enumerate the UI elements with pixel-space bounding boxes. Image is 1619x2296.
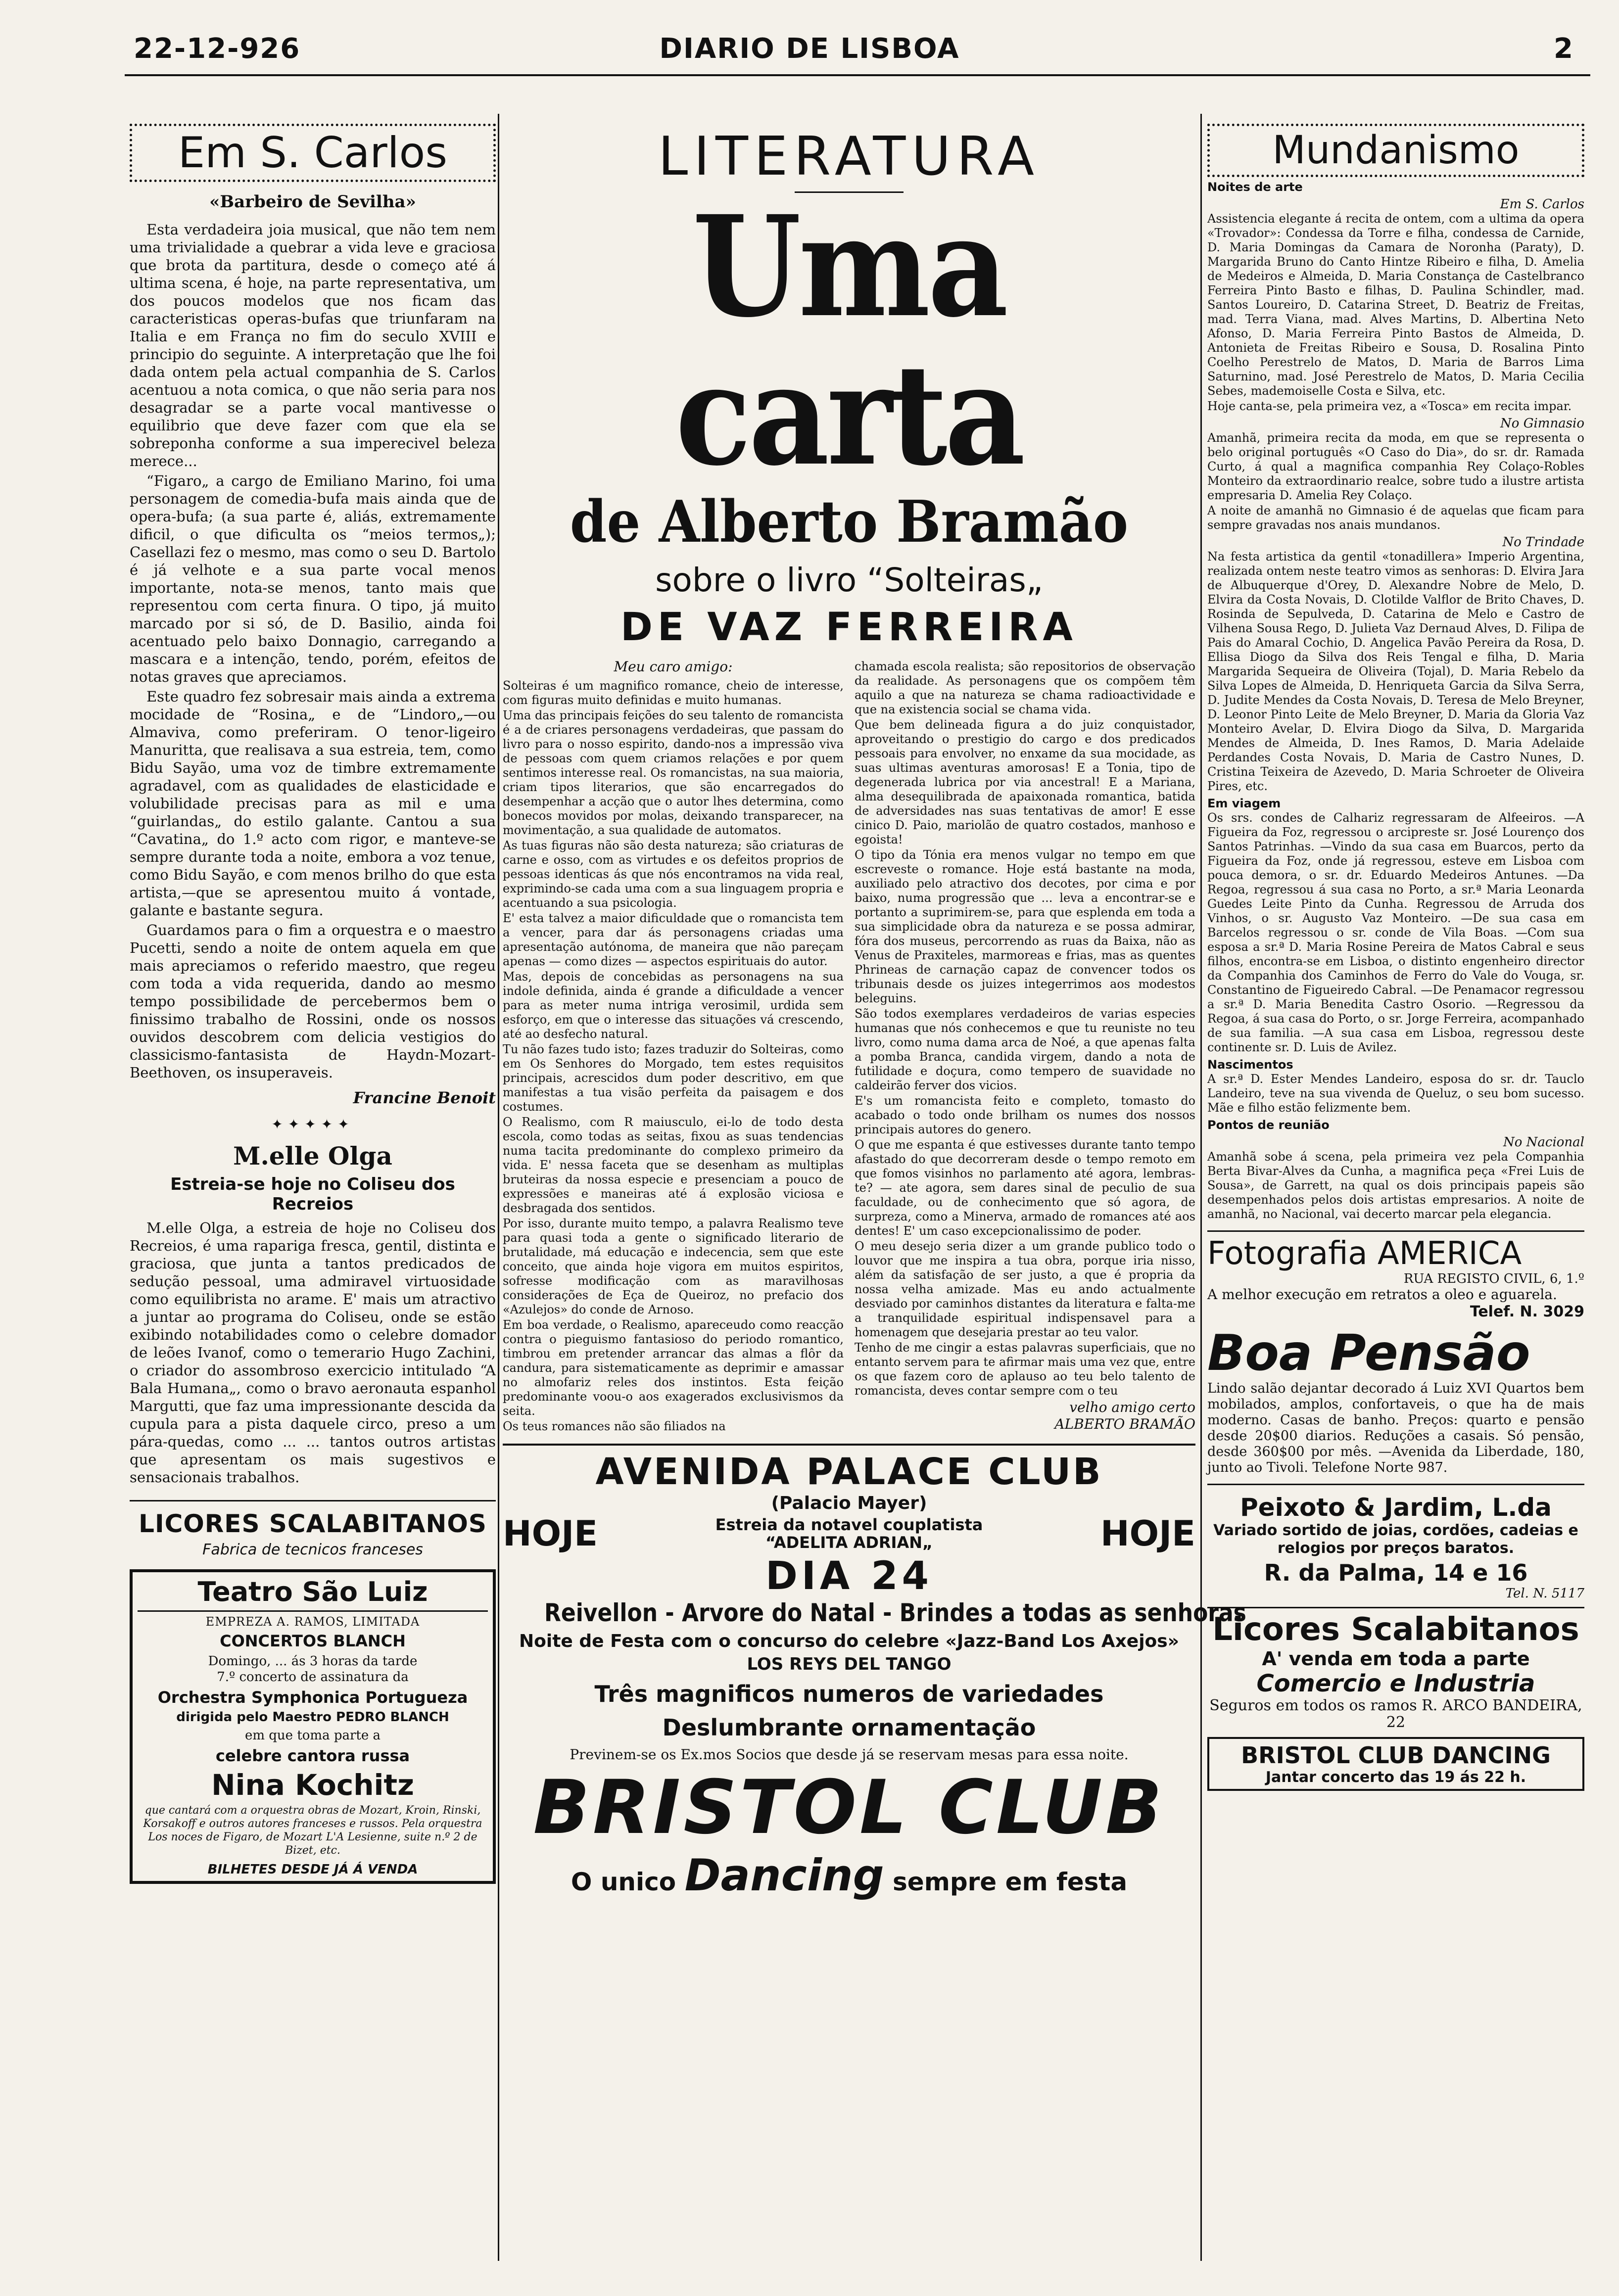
ad-noite: Noite de Festa com o concurso do celebre «Jazz-Band Los Axejos» — [519, 1631, 1179, 1651]
ad-singer-intro: celebre cantora russa — [215, 1746, 410, 1765]
section-label-literatura: LITERATURA — [658, 126, 1040, 187]
ad-orchestra: Orchestra Symphonica Portugueza — [157, 1688, 468, 1707]
subhead-book: sobre o livro “Solteiras„ — [655, 561, 1043, 599]
ad-hoje-row — [503, 1513, 1195, 1554]
paragraph: O meu desejo seria dizer a um grande publico todo o louvor que me inspira a tua obra, porque iria nisso, além da satisfação de ser justo, a que é propria da nossa velha amizade. Mas eu ando actualmente desviado por caminhos distantes da literatura e falta-me a tranquilidade espiritual indispensavel para a homenagem que desejaria prestar ao teu valor. — [855, 1239, 1195, 1339]
tagline-post: sempre em festa — [893, 1868, 1128, 1896]
ad-teatro-sao-luiz — [130, 1569, 496, 1884]
paragraph: São todos exemplares verdadeiros de varias especies humanas que nós conhecemos e que tu reuniste no teu livro, como numa dama arca de Noé, a que apenas falta a pomba Branca, candida virgem, dando a nota de futilidade e doçura, como tempero de suavidade no caldeirão ferver dos vicios. — [855, 1007, 1195, 1092]
signature-line: velho amigo certo — [1069, 1399, 1195, 1415]
subsection-head: Nascimentos — [1207, 1058, 1293, 1072]
paragraph: Tu não fazes tudo isto; fazes traduzir do Solteiras, como em Os Senhores do Morgado, tem estes requisitos principais, acrescidos dum poder descritivo, em que manifestas a tua visão perfeita da paisagem e dos costumes. — [503, 1042, 844, 1114]
ad-title: Peixoto & Jardim, L.da — [1240, 1493, 1552, 1522]
paragraph: Solteiras é um magnifico romance, cheio de interesse, com figuras muito definidas e muito humanas. — [503, 679, 844, 707]
letter-column — [855, 659, 1195, 1435]
ad-line: 7.º concerto de assinatura da — [217, 1670, 409, 1685]
ad-peixoto-jardim — [1207, 1484, 1584, 1601]
ad-notice: Previnem-se os Ex.mos Socios que desde já se reservam mesas para essa noite. — [570, 1746, 1129, 1763]
ad-bristol-club-dancing — [1207, 1737, 1584, 1791]
ad-title: AVENIDA PALACE CLUB — [595, 1451, 1103, 1493]
paragraph: M.elle Olga, a estreia de hoje no Coliseu dos Recreios, é uma rapariga fresca, gentil, distinta e graciosa, que junta a tantos predicados de sedução pessoal, uma admiravel virtuosidade como equilibrista no arame. E' mais um atractivo a juntar ao programa do Coliseu, onde se estão exibindo notabilidades como o celebre domador de leões Ivanof, como o temerario Hugo Zachini, o criador do assombroso exercicio intitulado “A Bala Humana„, como o bravo aeronauta espanhol Margutti, que faz uma impressionante descida da cupula para a pista daquele circo, preso a um pára-quedas, como ... ... tantos outros artistas que apresentam os mais sugestivos e sensacionais trabalhos. — [130, 1219, 496, 1486]
subhead-author: de Alberto Bramão — [570, 488, 1129, 556]
headline: Uma carta — [675, 186, 1023, 497]
ad-sub: A' venda em toda a parte — [1262, 1648, 1530, 1670]
paragraph: O Realismo, com R maiusculo, ei-lo de todo desta escola, como todas as seitas, fixou as suas tendencias numa tacita predominante do complexo primeiro da vida. E' nessa faceta que se desenham as multiplas bruteiras da nossa especie e presenciam a pouco de expressões e maneiras até á explosão viciosa e desbragada dos sentidos. — [503, 1115, 844, 1215]
ad-bristol-club-title: BRISTOL CLUB — [533, 1765, 1165, 1851]
ad-line: em que toma parte a — [244, 1728, 381, 1743]
ad-reys: LOS REYS DEL TANGO — [747, 1654, 952, 1674]
ad-phone: Telef. N. 3029 — [1470, 1303, 1584, 1320]
paragraph: Tenho de me cingir a estas palavras superficiais, que no entanto servem para te afirmar mais uma vez que, entre os que fazem coro de aplauso ao teu belo talento de romancista, deves contar sempre com o teu — [855, 1341, 1195, 1398]
venue-head: Em S. Carlos — [1500, 197, 1584, 212]
letter-body — [503, 659, 1195, 1435]
ad-desc: Seguros em todos os ramos R. ARCO BANDEIRA, 22 — [1209, 1697, 1582, 1731]
ad-boa-pensao-title: Boa Pensão — [1207, 1324, 1530, 1382]
paragraph: Guardamos para o fim a orquestra e o maestro Pucetti, sendo a noite de ontem aquela em que mais apreciamos o referido maestro, que regeu com toda a vida requerida, dando ao mesmo tempo possibilidade de percebermos bem o finissimo trabalho de Rossini, onde os nossos ouvidos descobrem com delicia vestigios do classicismo-fantasista de Haydn-Mozart-Beethoven, os insuperaveis. — [130, 922, 496, 1081]
ad-date: DIA 24 — [765, 1554, 933, 1598]
paragraph: E' esta talvez a maior dificuldade que o romancista tem a vencer, para dar ás personagens criadas uma apresentação autónoma, de maneira que não pareçam apenas — como dizes — aspectos espirituais do autor. — [503, 911, 844, 968]
divider — [1207, 1484, 1584, 1485]
page-number: 2 — [1554, 33, 1574, 65]
subsection-head: Noites de arte — [1207, 180, 1303, 194]
article-title-barbeiro: «Barbeiro de Sevilha» — [209, 192, 416, 212]
right-column — [1207, 124, 1584, 1791]
ornament-separator: ✦✦✦✦✦ — [271, 1116, 354, 1132]
ad-title: LICORES SCALABITANOS — [139, 1509, 487, 1538]
ad-desc: Jantar concerto das 19 ás 22 h. — [1265, 1769, 1526, 1786]
ad-boa-pensao-desc: Lindo salão dejantar decorado á Luiz XVI Quartos bem mobilados, amplos, confortaveis, o que ha de mais moderno. Casas de banho. Preços: quarto e pensão desde 20$00 diarios. Reduções a casais. Só pensão, desde 360$00 por mês. —Avenida da Liberdade, 180, junto ao Tivoli. Telefone Norte 987. — [1207, 1381, 1584, 1475]
ad-footer: BILHETES DESDE JÁ Á VENDA — [207, 1862, 418, 1877]
paragraph: Uma das principais feições do seu talento de romancista é a de criares personagens verdadeiras, que passam do livro para o nosso espirito, dando-nos a impressão viva de pessoas com quem criamos relações e por quem sentimos interesse real. Os romancistas, na sua maioria, criam tipos literarios, que são encarregados do desempenhar a acção que o autor lhes determina, como bonecos movidos por molas, deixando transparecer, na movimentação, a sua qualidade de automatos. — [503, 708, 844, 837]
ad-estreia: Estreia da notavel couplatista — [715, 1515, 983, 1534]
paragraph: Esta verdadeira joia musical, que não tem nem uma trivialidade a quebrar a vida leve e graciosa que brota da partitura, desde o começo até á ultima scena, é hoje, na parte representativa, um dos poucos modelos que nos ficam das caracteristicas operas-bufas que triunfaram na Italia e em França no fim do seculo XVIII e principio do seguinte. A interpretação que lhe foi dada ontem pela actual companhia de S. Carlos acentuou a nota comica, o que não seria para nos desagradar se a parte vocal mantivesse o equilibrio que deve fazer com que ela se sobreponha conforme a sua imperecivel beleza merece... — [130, 221, 496, 469]
divider — [130, 1500, 496, 1501]
ad-reveillon: Reivellon - Arvore do Natal - Brindes a todas as senhoras — [544, 1598, 1246, 1627]
paragraph: Por isso, durante muito tempo, a palavra Realismo teve para quasi toda a gente o significado literario de brutalidade, má educação e indecencia, sem que este conceito, que ainda hoje vigora em muitos espiritos, sofresse modificação com as maravilhosas considerações de Eça de Queiroz, no prefacio dos «Azulejos» do conde de Arnoso. — [503, 1217, 844, 1316]
article-body-olga — [130, 1219, 496, 1486]
paragraph: Os srs. condes de Calhariz regressaram de Alfeeiros. —A Figueira da Foz, regressou o arcipreste sr. José Lourenço dos Santos Patrinhas. —Vindo da sua casa em Buarcos, perto da Figueira da Foz, onde já regressou, esteve em Lisboa com pouca demora, o sr. dr. Eduardo Medeiros Antunes. —Da Regoa, regressou á sua casa no Porto, a sr.ª Maria Leonarda Guedes Leite Pinto da Cunha. Regressou de Arruda dos Vinhos, o sr. Augusto Vaz Monteiro. —De sua casa em Barcelos regressou o sr. conde de Vila Boas. —Com sua esposa a sr.ª D. Maria Rosine Pereira de Matos Cabral e seus filhos, encontra-se em Lisboa, o distinto engenheiro director da Companhia dos Caminhos de Ferro do Vale do Vouga, sr. Constantino de Figueiredo Cabral. —De Penamacor regressou a sr.ª D. Maria Benedita Castro Osorio. —Regressou da Regoa, á sua casa do Porto, o sr. Jorge Ferreira, acompanhado de sua familia. —A sua casa em Lisboa, regressou deste continente sr. D. Luis de Avilez. — [1207, 811, 1584, 1054]
paragraph: O que me espanta é que estivesses durante tanto tempo afastado do que decorreram desde o tempo remoto em que fomos visinhos no parlamento até agora, lembras-te? — ate agora, sem dares sinal de peculio de sua faculdade, ou de conhecimento que só agora, de surpreza, como a Minerva, armado de romances até aos dentes! E' um caso excepcionalissimo de poder. — [855, 1138, 1195, 1238]
ad-address: RUA REGISTO CIVIL, 6, 1.º — [1403, 1271, 1584, 1286]
paragraph: A noite de amanhã no Gimnasio é de aquelas que ficam para sempre gravadas nos anais mundanos. — [1207, 504, 1584, 532]
ad-desc: A melhor execução em retratos a oleo e aguarela. — [1207, 1286, 1557, 1303]
venue-head: No Gimnasio — [1500, 416, 1584, 431]
salutation: Meu caro amigo: — [614, 658, 733, 675]
paragraph: O tipo da Tónia era menos vulgar no tempo em que escreveste o romance. Hoje está bastante na moda, auxiliado pelo atractivo dos decotes, por cima e por baixo, numa progressão que ... leva a encontrar-se e portanto a suprimirem-se, para que esplenda em toda a sua simplicidade obra da natureza e se possa admirar, fóra dos museus, percorrendo as ruas da Baixa, não as Venus de Praxiteles, marmoreas e frias, mas as quentes Phrineas de carnação capaz de convencer todos os tribunais desde os juizes integerrimos aos modestos beleguins. — [855, 848, 1195, 1005]
column-divider — [498, 114, 499, 2261]
ad-phone: Tel. N. 5117 — [1505, 1586, 1584, 1601]
newspaper-title: DIARIO DE LISBOA — [659, 33, 960, 65]
ad-address: R. da Palma, 14 e 16 — [1264, 1559, 1528, 1586]
paragraph: Os teus romances não são filiados na — [503, 1419, 726, 1433]
paragraph: Amanhã, primeira recita da moda, em que se representa o belo original português «O Caso do Dia», do sr. dr. Ramada Curto, á qual a magnifica companhia Rey Colaço-Robles Monteiro da extraordinario realce, sobre tudo a ilustre artista empresaria D. Amelia Rey Colaço. — [1207, 431, 1584, 502]
paragraph: Que bem delineada figura a do juiz conquistador, aproveitando o prestigio do cargo e dos predicados pessoais para envolver, no enxame da sua mocidade, as suas ultimas aventuras amorosas! E a Tonia, tipo de degenerada lubrica por via ancestral! E a Mariana, alma desequilibrada de apaixonada romantica, batida de adversidades nas suas tentativas de amor! E esse cinico D. Paio, mariolão de quatro costados, manhoso e egoista! — [855, 718, 1195, 846]
ad-company: EMPREZA A. RAMOS, LIMITADA — [205, 1615, 420, 1629]
ad-desc: Variado sortido de joias, cordões, cadeias e relogios por preços baratos. — [1213, 1522, 1578, 1557]
paragraph: Em boa verdade, o Realismo, apareceudo como reacção contra o pieguismo fantasioso do periodo romantico, timbrou em pretender arrancar das almas a flôr da candura, para sistematicamente as deprimir e amassar no almofariz reles dos instintos. Esta feição predominante voou-o aos exagerados exclusivismos da seita. — [503, 1318, 844, 1418]
venue-head: No Trindade — [1502, 535, 1584, 550]
paragraph: A sr.ª D. Ester Mendes Landeiro, esposa do sr. dr. Tauclo Landeiro, teve na sua vivenda de Queluz, o seu bom sucesso. Mãe e filho estão felizmente bem. — [1207, 1072, 1584, 1115]
signature-name: ALBERTO BRAMÃO — [1054, 1416, 1195, 1432]
ad-line: Domingo, ... ás 3 horas da tarde — [208, 1654, 418, 1669]
ad-estreia-block — [715, 1516, 983, 1551]
ad-bristol-tagline — [503, 1850, 1195, 1901]
paragraph: “Figaro„ a cargo de Emiliano Marino, foi uma personagem de comedia-bufa mais ainda que de opera-bufa; (a sua parte é, aliás, extremamente dificil, o que dificulta os “meios termos„); Casellazi fez o mesmo, mas como o seu D. Bartolo é já velhote e a sua parte vocal menos importante, nota-se menos, tanto mais que representou com certa finura. O tipo, já muito marcado por si só, de D. Basilio, ainda foi acentuado pelo baixo Donnagio, carregando a mascara e a intenção, tendo, porém, efeitos de notas graves que apreciamos. — [130, 472, 496, 685]
ad-director: dirigida pelo Maestro PEDRO BLANCH — [176, 1710, 449, 1725]
ad-fotografia-america — [1207, 1230, 1584, 1320]
masthead — [0, 0, 1619, 99]
ad-singer: Nina Kochitz — [211, 1768, 414, 1802]
ad-subtitle: (Palacio Mayer) — [771, 1493, 927, 1513]
ad-title: Licores Scalabitanos — [1212, 1611, 1579, 1648]
ad-avenida-palace-club — [503, 1444, 1246, 1763]
subhead-book-author: DE VAZ FERREIRA — [620, 605, 1078, 650]
ad-title: BRISTOL CLUB DANCING — [1241, 1742, 1551, 1769]
paragraph: Amanhã sobe á scena, pela primeira vez pela Companhia Berta Bivar-Alves da Cunha, a magnifica peça «Frei Luis de Sousa», de Garrett, na qual os dois principais papeis são desempenhados pelos dois artistas empresarios. A noite de amanhã, no Nacional, vai decerto marcar pela elegancia. — [1207, 1150, 1584, 1221]
paragraph: chamada escola realista; são repositorios de observação da realidade. As personagens que os compõem têm aquilo a que na natureza se chama radioactividade e que na existencia social se chama vida. — [855, 659, 1195, 716]
ad-line: Comercio e Industria — [1256, 1670, 1535, 1697]
subsection-head: Em viagem — [1207, 797, 1281, 810]
article-title-olga: M.elle Olga — [233, 1141, 392, 1171]
mundanismo-body — [1207, 180, 1584, 1221]
ad-title: Fotografia AMERICA — [1207, 1235, 1522, 1272]
ad-subtitle: Fabrica de tecnicos franceses — [202, 1541, 423, 1558]
letter-column — [503, 659, 844, 1435]
column-divider — [1200, 114, 1202, 2261]
ad-program: que cantará com a orquestra obras de Mozart, Kroin, Rinski, Korsakoff e outros autores franceses e russos. Pela orquestra Los noces de Figaro, de Mozart L'A Lesienne, suite n.º 2 de Bizet, etc. — [143, 1804, 482, 1857]
article-author: Francine Benoit — [353, 1088, 496, 1107]
tagline-dancing: Dancing — [684, 1850, 884, 1901]
ad-concert: CONCERTOS BLANCH — [220, 1632, 406, 1650]
issue-date: 22-12-926 — [134, 33, 301, 65]
paragraph: E's um romancista feito e completo, tomasto do acabado o todo onde brilham os numes dos nossos principais autores do genero. — [855, 1094, 1195, 1136]
ad-variedades: Três magnificos numeros de variedades — [594, 1681, 1104, 1707]
ad-hoje-left: HOJE — [503, 1513, 598, 1554]
article-body-barbeiro — [130, 221, 496, 1081]
ad-artist: “ADELITA ADRIAN„ — [765, 1533, 933, 1552]
paragraph: Assistencia elegante á recita de ontem, com a ultima da opera «Trovador»: Condessa da Torre e filha, condessa de Carnide, D. Maria Domingas da Camara de Noronha (Paraty), D. Margarida Bruno do Canto Hintze Ribeiro e filha, D. Amelia de Medeiros e Almeida, D. Maria Constança de Castelbranco Ferreira Pinto Basto e filhas, D. Paulina Schindler, mad. Santos Loureiro, D. Catarina Street, D. Beatriz de Freitas, mad. Terra Viana, mad. Alves Martins, D. Albertina Neto Afonso, D. Maria Ferreira Pinto Bastos de Almeida, D. Antonieta de Freitas Ribeiro e Sousa, D. Rosalina Pinto Coelho Perestrelo de Matos, D. Maria de Barros Lima Saturnino, mad. José Perestrelo de Matos, D. Maria Cecilia Sebes, mademoiselle Costa e Silva, etc. — [1207, 212, 1584, 398]
paragraph: Hoje canta-se, pela primeira vez, a «Tosca» em recita impar. — [1207, 399, 1572, 413]
section-title-mundanismo: Mundanismo — [1207, 124, 1584, 177]
ad-hoje-right: HOJE — [1100, 1513, 1195, 1554]
paragraph: As tuas figuras não são desta natureza; são criaturas de carne e osso, com as virtudes e os defeitos proprios de pessoas identicas ás que nós encontramos na vida real, exprimindo-se cada uma com a sua linguagem propria e acentuando a sua psicologia. — [503, 839, 844, 910]
ad-licores-scalabitanos-right — [1207, 1607, 1584, 1731]
paragraph: Na festa artistica da gentil «tonadillera» Imperio Argentina, realizada ontem neste teatro vimos as senhoras: D. Elvira Jara de Albuquerque d'Orey, D. Alexandre Nobre de Melo, D. Elvira da Costa Novais, D. Clotilde Valflor de Brito Chaves, D. Rosinda de Sepulveda, D. Catarina de Melo e Castro de Vilhena Sousa Rego, D. Julieta Vaz Dernaud Alves, D. Filipa de Pais do Amaral Cochio, D. Angelica Pavão Pereira da Rosa, D. Ellisa Diogo da Silva dos Reis Tengal e filha, D. Maria Margarida Sequeira de Oliveira (Tojal), D. Maria Rebelo da Silva Lopes de Almeida, D. Henriqueta Garcia da Silva Serra, D. Judite Mendes da Costa Novais, D. Teresa de Melo Breyner, D. Leonor Pinto Leite de Melo Breyner, D. Maria da Gloria Vaz Monteiro Avelar, D. Elvira Diogo da Silva, D. Margarida Mendes de Almeida, D. Ines Ramos, D. Maria Adelaide Perdandes Costa Novais, D. Maria de Castro Nunes, D. Cristina Teixeira de Azevedo, D. Maria Schroeter de Oliveira Pires, etc. — [1207, 550, 1584, 793]
paragraph: Mas, depois de concebidas as personagens na sua indole definida, ainda é grande a dificuldade a vencer para as meter numa intriga verosimil, urdida sem esforço, em que o interesse das situações vá crescendo, até ao desfecho natural. — [503, 970, 844, 1041]
venue-head: No Nacional — [1503, 1135, 1584, 1150]
section-title-em-s-carlos: Em S. Carlos — [130, 124, 496, 182]
article-subtitle-olga: Estreia-se hoje no Coliseu dos Recreios — [170, 1174, 455, 1214]
tagline-pre: O unico — [571, 1868, 676, 1896]
header-rule — [125, 74, 1590, 76]
ad-ornamentacao: Deslumbrante ornamentação — [662, 1714, 1036, 1741]
paragraph: Este quadro fez sobresair mais ainda a extrema mocidade de “Rosina„ e de “Lindoro„—ou Almaviva, como preferiram. O tenor-ligeiro Manuritta, que realisava a sua estreia, tem, como Bidu Sayão, uma voz de timbre extremamente agradavel, com as qualidades de elasticidade e volubilidade precisas para as mil e uma “guirlandas„ do estilo galante. Cantou a sua “Cavatina„ do 1.º acto com rigor, e manteve-se sempre durante toda a noite, embora a voz tenue, como Bidu Sayão, e com menos brilho do que esta artista,—que se apresentou muito á vontade, galante e bastante segura. — [130, 688, 496, 919]
ad-title: Teatro São Luiz — [138, 1576, 488, 1612]
subsection-head: Pontos de reunião — [1207, 1118, 1330, 1132]
ad-licores-scalabitanos — [130, 1500, 496, 1558]
left-column — [130, 124, 496, 1884]
